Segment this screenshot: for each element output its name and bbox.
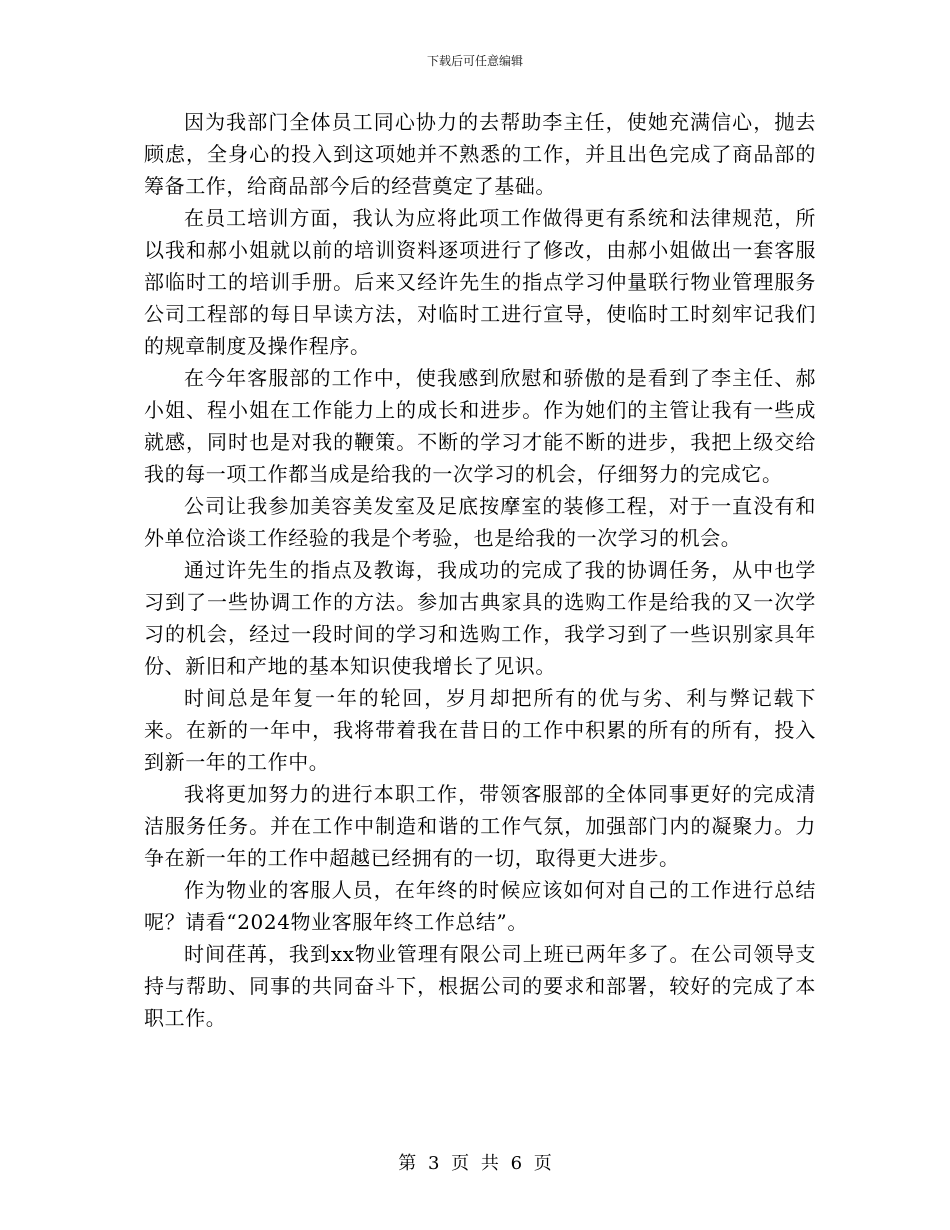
document-body <box>144 106 816 1034</box>
paragraph: 我将更加努力的进行本职工作，带领客服部的全体同事更好的完成清洁服务任务。并在工作中制造和谐的工作气氛，加强部门内的凝聚力。力争在新一年的工作中超越已经拥有的一切，取得更大进步。 <box>144 782 816 870</box>
paragraph: 因为我部门全体员工同心协力的去帮助李主任，使她充满信心，抛去顾虑，全身心的投入到这项她并不熟悉的工作，并且出色完成了商品部的筹备工作，给商品部今后的经营奠定了基础。 <box>144 110 816 198</box>
paragraph: 在今年客服部的工作中，使我感到欣慰和骄傲的是看到了李主任、郝小姐、程小姐在工作能力上的成长和进步。作为她们的主管让我有一些成就感，同时也是对我的鞭策。不断的学习才能不断的进步，我把上级交给我的每一项工作都当成是给我的一次学习的机会，仔细努力的完成它。 <box>144 366 816 486</box>
paragraph: 时间荏苒，我到xx物业管理有限公司上班已两年多了。在公司领导支持与帮助、同事的共同奋斗下，根据公司的要求和部署，较好的完成了本职工作。 <box>144 942 816 1030</box>
paragraph: 时间总是年复一年的轮回，岁月却把所有的优与劣、利与弊记载下来。在新的一年中，我将带着我在昔日的工作中积累的所有的所有，投入到新一年的工作中。 <box>144 686 816 774</box>
paragraph: 公司让我参加美容美发室及足底按摩室的装修工程，对于一直没有和外单位洽谈工作经验的我是个考验，也是给我的一次学习的机会。 <box>144 494 816 550</box>
page-header: 下载后可任意编辑 <box>426 54 523 68</box>
paragraph: 在员工培训方面，我认为应将此项工作做得更有系统和法律规范，所以我和郝小姐就以前的培训资料逐项进行了修改，由郝小姐做出一套客服部临时工的培训手册。后来又经许先生的指点学习仲量联行物业管理服务公司工程部的每日早读方法，对临时工进行宣导，使临时工时刻牢记我们的规章制度及操作程序。 <box>144 206 816 358</box>
page-number-footer: 第 3 页 共 6 页 <box>398 1153 552 1174</box>
paragraph: 通过许先生的指点及教诲，我成功的完成了我的协调任务，从中也学习到了一些协调工作的方法。参加古典家具的选购工作是给我的又一次学习的机会，经过一段时间的学习和选购工作，我学习到了一些识别家具年份、新旧和产地的基本知识使我增长了见识。 <box>144 558 816 678</box>
paragraph: 作为物业的客服人员，在年终的时候应该如何对自己的工作进行总结呢？请看“2024物业客服年终工作总结”。 <box>144 878 816 934</box>
